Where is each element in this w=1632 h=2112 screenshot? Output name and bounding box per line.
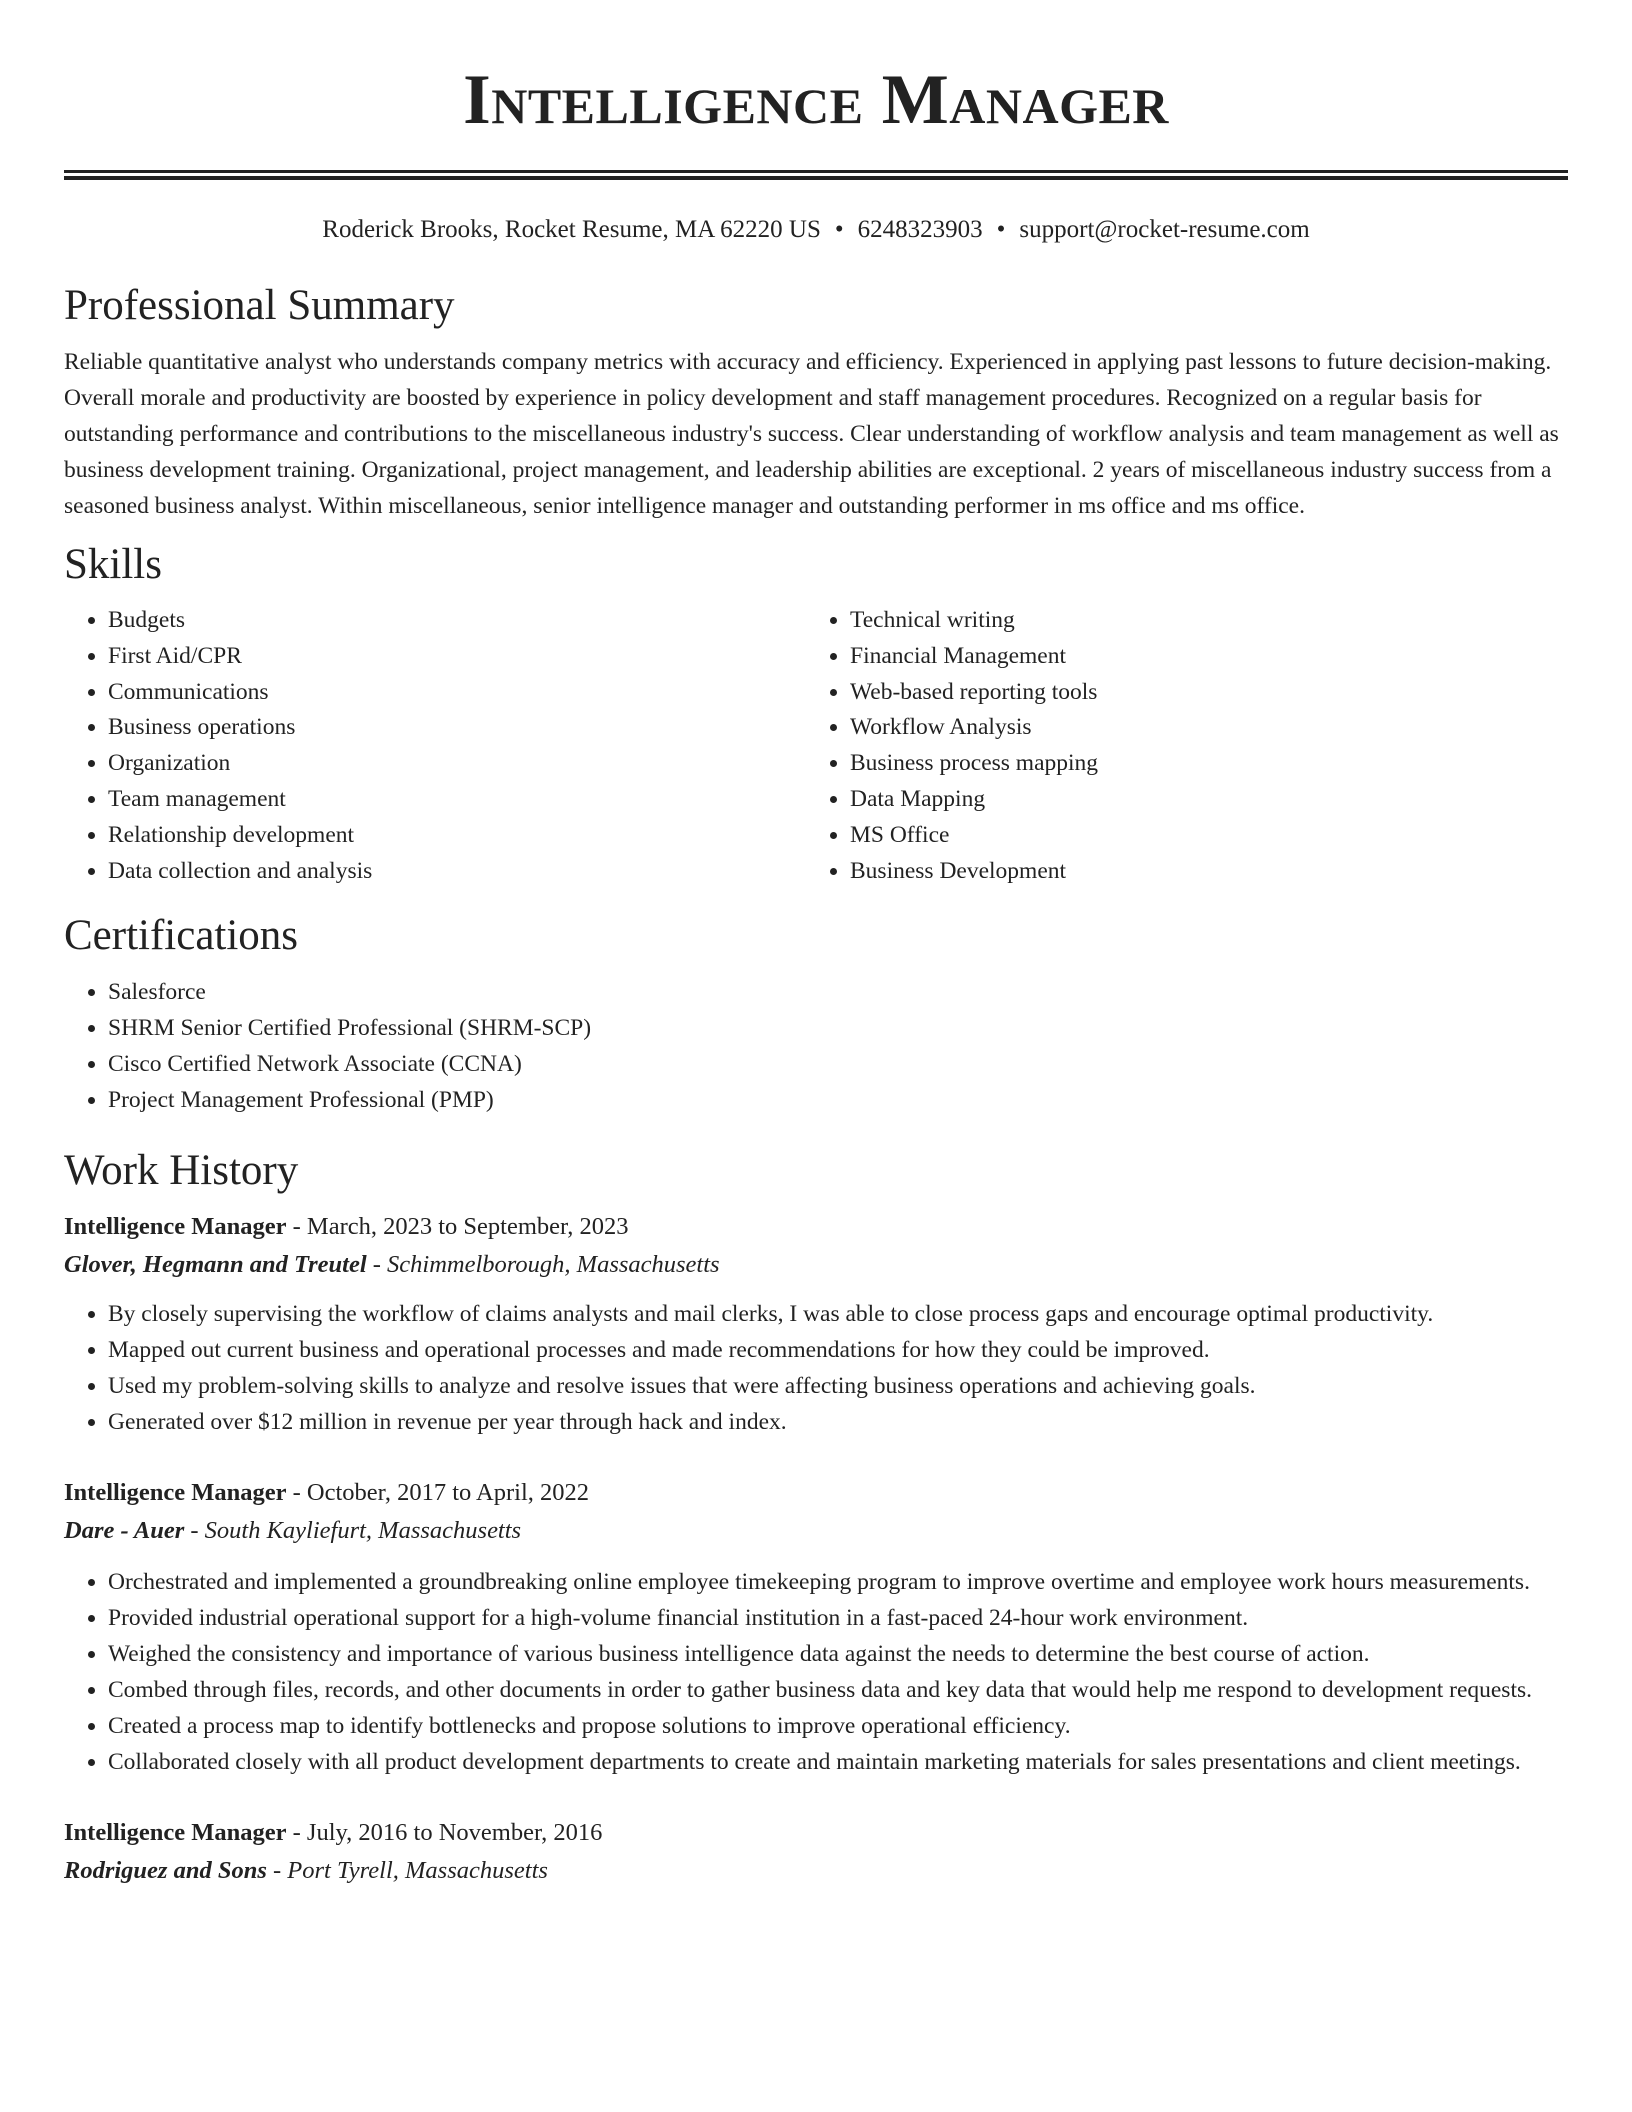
skill-item: • Team management xyxy=(108,782,806,818)
contact-address: Roderick Brooks, Rocket Resume, MA 62220 US xyxy=(322,216,821,243)
job-entry xyxy=(64,1814,1568,1890)
skill-item: • Organization xyxy=(108,746,806,782)
skill-item: • Data Mapping xyxy=(850,782,1548,818)
job-heading xyxy=(64,1814,1568,1852)
job-company: Rodriguez and Sons xyxy=(64,1857,267,1885)
job-entry xyxy=(64,1208,1568,1440)
job-company: Dare - Auer xyxy=(64,1517,185,1545)
work-history-heading: Work History xyxy=(64,1147,299,1195)
job-bullet: • Collaborated closely with all product development departments to create and maintain marketing materials for sales presentations and client meetings. xyxy=(108,1744,1568,1780)
skills-list-right xyxy=(806,603,1548,889)
skills-columns xyxy=(64,603,1568,889)
job-title: Intelligence Manager xyxy=(64,1213,287,1241)
job-location: - Port Tyrell, Massachusetts xyxy=(266,1857,548,1885)
job-heading xyxy=(64,1474,1568,1512)
job-bullet: • Used my problem-solving skills to analyze and resolve issues that were affecting business operations and achieving goals. xyxy=(108,1368,1568,1404)
skill-item: • Financial Management xyxy=(850,639,1548,675)
job-company-line xyxy=(64,1246,1568,1284)
resume-title: Intelligence Manager xyxy=(463,61,1169,139)
skill-item: • First Aid/CPR xyxy=(108,639,806,675)
job-company: Glover, Hegmann and Treutel xyxy=(64,1251,367,1279)
job-bullets xyxy=(64,1296,1568,1440)
job-bullets xyxy=(64,1564,1568,1780)
job-company-line xyxy=(64,1852,1568,1890)
skill-item: • Business Development xyxy=(850,854,1548,890)
job-bullet: • By closely supervising the workflow of claims analysts and mail clerks, I was able to close process gaps and encourage optimal productivity. xyxy=(108,1296,1568,1332)
certification-item: • SHRM Senior Certified Professional (SHRM-SCP) xyxy=(108,1010,1568,1046)
job-dates: - July, 2016 to November, 2016 xyxy=(286,1819,603,1847)
job-title: Intelligence Manager xyxy=(64,1479,287,1507)
job-bullet: • Provided industrial operational support for a high-volume financial institution in a fast-paced 24-hour work environment. xyxy=(108,1600,1568,1636)
skills-column-left xyxy=(64,603,806,889)
skill-item: • Data collection and analysis xyxy=(108,854,806,890)
job-company-line xyxy=(64,1512,1568,1550)
contact-phone: 6248323903 xyxy=(857,216,983,243)
skill-item: • MS Office xyxy=(850,818,1548,854)
contact-separator: • xyxy=(996,216,1006,243)
job-title: Intelligence Manager xyxy=(64,1819,287,1847)
skill-item: • Technical writing xyxy=(850,603,1548,639)
job-dates: - October, 2017 to April, 2022 xyxy=(286,1479,590,1507)
certification-item: • Salesforce xyxy=(108,974,1568,1010)
job-bullet: • Orchestrated and implemented a groundbreaking online employee timekeeping program to improve overtime and employee work hours measurements. xyxy=(108,1564,1568,1600)
skill-item: • Business process mapping xyxy=(850,746,1548,782)
contact-email[interactable]: support@rocket-resume.com xyxy=(1019,216,1310,243)
summary-text: Reliable quantitative analyst who understands company metrics with accuracy and efficiency. Experienced in applying past lessons to future decision-making. Overall morale and productivity are boosted by experience in policy development and staff management procedures. Recognized on a regular basis for outstanding performance and contributions to the miscellaneous industry's success. Clear understanding of workflow analysis and team management as well as business development training. Organizational, project management, and leadership abilities are exceptional. 2 years of miscellaneous industry success from a seasoned business analyst. Within miscellaneous, senior intelligence manager and outstanding performer in ms office and ms office. xyxy=(64,349,1559,519)
job-heading xyxy=(64,1208,1568,1246)
contact-separator: • xyxy=(834,216,844,243)
skills-heading: Skills xyxy=(64,541,162,588)
job-bullet: • Combed through files, records, and other documents in order to gather business data and key data that would help me respond to development requests. xyxy=(108,1672,1568,1708)
skill-item: • Budgets xyxy=(108,603,806,639)
title-divider xyxy=(64,170,1568,180)
certifications-heading: Certifications xyxy=(64,912,299,960)
job-location: - Schimmelborough, Massachusetts xyxy=(366,1251,720,1279)
skill-item: • Workflow Analysis xyxy=(850,710,1548,746)
job-dates: - March, 2023 to September, 2023 xyxy=(286,1213,629,1241)
certification-item: • Project Management Professional (PMP) xyxy=(108,1082,1568,1118)
skill-item: • Web-based reporting tools xyxy=(850,675,1548,711)
job-bullet: • Created a process map to identify bottlenecks and propose solutions to improve operational efficiency. xyxy=(108,1708,1568,1744)
skill-item: • Communications xyxy=(108,675,806,711)
certification-item: • Cisco Certified Network Associate (CCNA) xyxy=(108,1046,1568,1082)
job-entry xyxy=(64,1474,1568,1780)
skills-list-left xyxy=(64,603,806,889)
job-bullet: • Mapped out current business and operational processes and made recommendations for how they could be improved. xyxy=(108,1332,1568,1368)
job-bullet: • Generated over $12 million in revenue per year through hack and index. xyxy=(108,1404,1568,1440)
contact-line xyxy=(64,214,1568,246)
job-bullet: • Weighed the consistency and importance of various business intelligence data against the needs to determine the best course of action. xyxy=(108,1636,1568,1672)
job-location: - South Kayliefurt, Massachusetts xyxy=(184,1517,522,1545)
certifications-list xyxy=(64,974,1568,1118)
skill-item: • Relationship development xyxy=(108,818,806,854)
skill-item: • Business operations xyxy=(108,710,806,746)
skills-column-right xyxy=(806,603,1548,889)
summary-heading: Professional Summary xyxy=(64,282,455,329)
